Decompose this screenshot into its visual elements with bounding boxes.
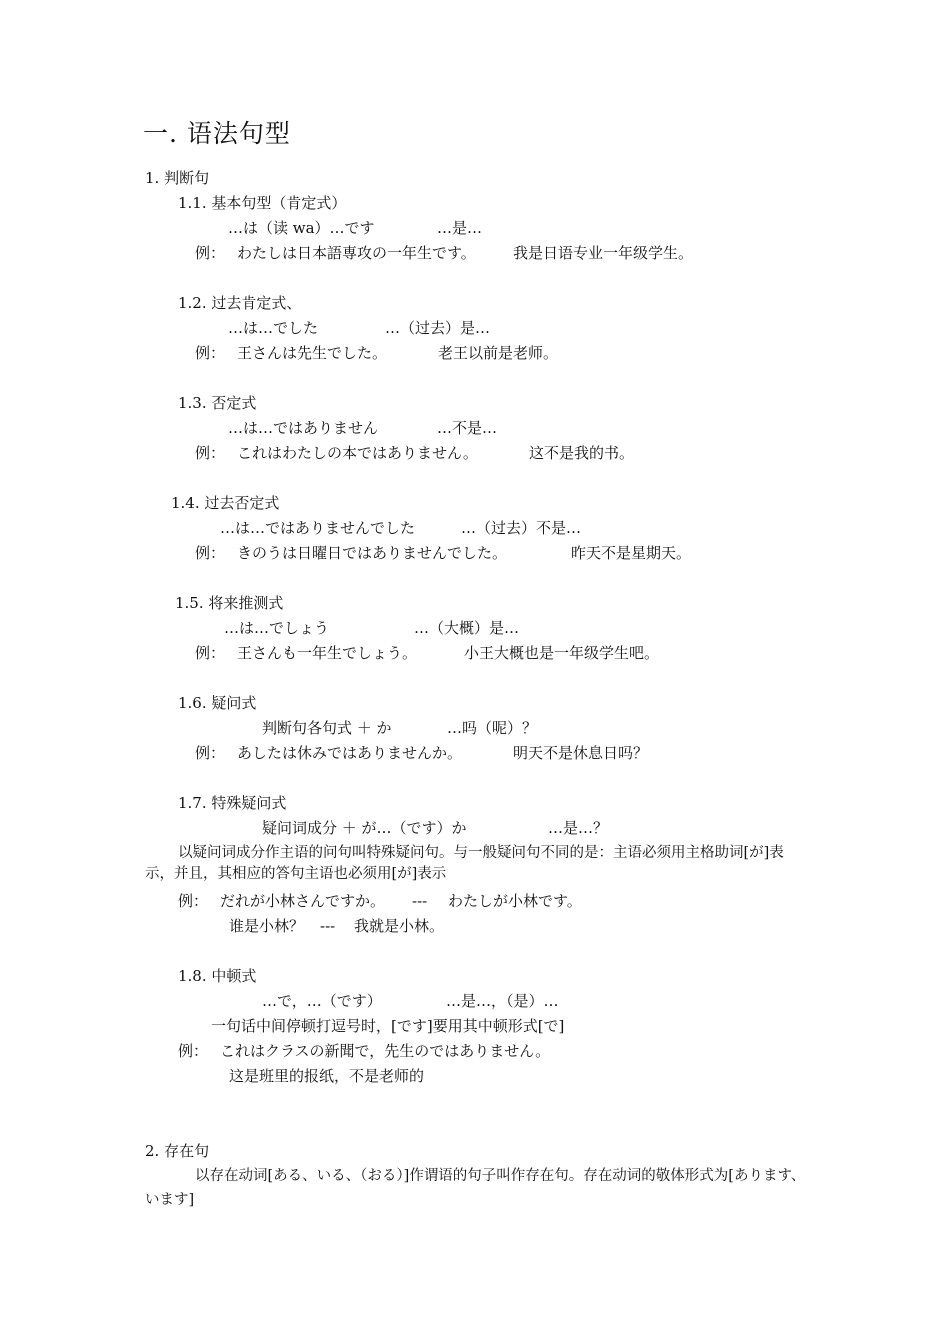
subsection-heading: 1.5. 将来推测式 bbox=[175, 594, 284, 612]
pattern-jp: …は…でした bbox=[228, 319, 319, 337]
example-jp-question: だれが小林さんですか。 bbox=[220, 892, 386, 910]
pattern-cn: …（过去）不是… bbox=[461, 519, 582, 537]
pattern-cn: …吗（呢）？ bbox=[447, 719, 538, 737]
example-jp-answer: わたしが小林です。 bbox=[448, 892, 582, 910]
example-cn-answer: 我就是小林。 bbox=[354, 917, 445, 935]
example-cn: 这不是我的书。 bbox=[529, 444, 635, 462]
subsection-heading: 1.2. 过去肯定式、 bbox=[178, 294, 302, 312]
example-label: 例： bbox=[195, 344, 226, 362]
example-jp: 王さんも一年生でしょう。 bbox=[237, 644, 418, 662]
pattern-jp: 判断句各句式 ＋ か bbox=[262, 719, 392, 737]
page-title: 一. 语法句型 bbox=[143, 119, 291, 148]
subsection-heading: 1.8. 中顿式 bbox=[178, 967, 257, 985]
pattern-cn: …是…，（是）… bbox=[446, 992, 559, 1010]
explanation-paragraph: 以疑问词成分作主语的问句叫特殊疑问句。与一般疑问句不同的是：主语必须用主格助词[が]表示，并且，其相应的答句主语也必须用[が]表示 bbox=[145, 845, 784, 882]
subsection-heading: 1.6. 疑问式 bbox=[178, 694, 257, 712]
subsection-heading: 1.4. 过去否定式 bbox=[171, 494, 280, 512]
section-heading: 2. 存在句 bbox=[145, 1142, 210, 1160]
example-jp: きのうは日曜日ではありませんでした。 bbox=[237, 544, 508, 562]
pattern-jp: …で，…（です） bbox=[262, 992, 382, 1010]
section-heading: 1. 判断句 bbox=[145, 169, 210, 187]
example-label: 例： bbox=[195, 644, 226, 662]
example-cn: 昨天不是星期天。 bbox=[571, 544, 692, 562]
example-label: 例： bbox=[195, 244, 226, 262]
subsection-heading: 1.3. 否定式 bbox=[178, 394, 257, 412]
example-separator: --- bbox=[320, 917, 336, 935]
pattern-cn: …不是… bbox=[437, 419, 498, 437]
example-cn: 小王大概也是一年级学生吧。 bbox=[464, 644, 660, 662]
subsection-heading: 1.7. 特殊疑问式 bbox=[178, 794, 287, 812]
example-cn: 这是班里的报纸，不是老师的 bbox=[229, 1067, 425, 1085]
example-label: 例： bbox=[195, 744, 226, 762]
pattern-jp: …は…ではありません bbox=[228, 419, 379, 437]
pattern-jp: …は…ではありませんでした bbox=[220, 519, 416, 537]
example-cn-question: 谁是小林？ bbox=[229, 917, 305, 935]
pattern-cn: …是…？ bbox=[548, 819, 609, 837]
example-separator: --- bbox=[412, 892, 428, 910]
example-cn: 老王以前是老师。 bbox=[438, 344, 559, 362]
example-label: 例： bbox=[178, 1042, 209, 1060]
example-jp: わたしは日本語専攻の一年生です。 bbox=[237, 244, 476, 262]
example-label: 例： bbox=[195, 444, 226, 462]
pattern-jp: …は（读 wa）…です bbox=[228, 219, 375, 237]
explanation-line: 一句话中间停顿打逗号时，[です]要用其中顿形式[で] bbox=[211, 1017, 565, 1035]
example-cn: 明天不是休息日吗？ bbox=[513, 744, 649, 762]
pattern-jp: 疑问词成分 ＋ が…（です）か bbox=[262, 819, 467, 837]
example-cn: 我是日语专业一年级学生。 bbox=[513, 244, 694, 262]
example-jp: 王さんは先生でした。 bbox=[237, 344, 388, 362]
example-jp: あしたは休みではありませんか。 bbox=[237, 744, 463, 762]
example-jp: これはクラスの新聞で，先生のではありません。 bbox=[220, 1042, 551, 1060]
example-label: 例： bbox=[195, 544, 226, 562]
subsection-heading: 1.1. 基本句型（肯定式） bbox=[178, 194, 347, 212]
pattern-cn: …（大概）是… bbox=[414, 619, 520, 637]
example-label: 例： bbox=[178, 892, 209, 910]
pattern-jp: …は…でしょう bbox=[224, 619, 330, 637]
example-jp: これはわたしの本ではありません。 bbox=[237, 444, 478, 462]
pattern-cn: …是… bbox=[437, 219, 483, 237]
explanation-paragraph: 以存在动词[ある、いる、（おる）]作谓语的句子叫作存在句。存在动词的敬体形式为[あります、います] bbox=[145, 1168, 806, 1208]
pattern-cn: …（过去）是… bbox=[385, 319, 491, 337]
